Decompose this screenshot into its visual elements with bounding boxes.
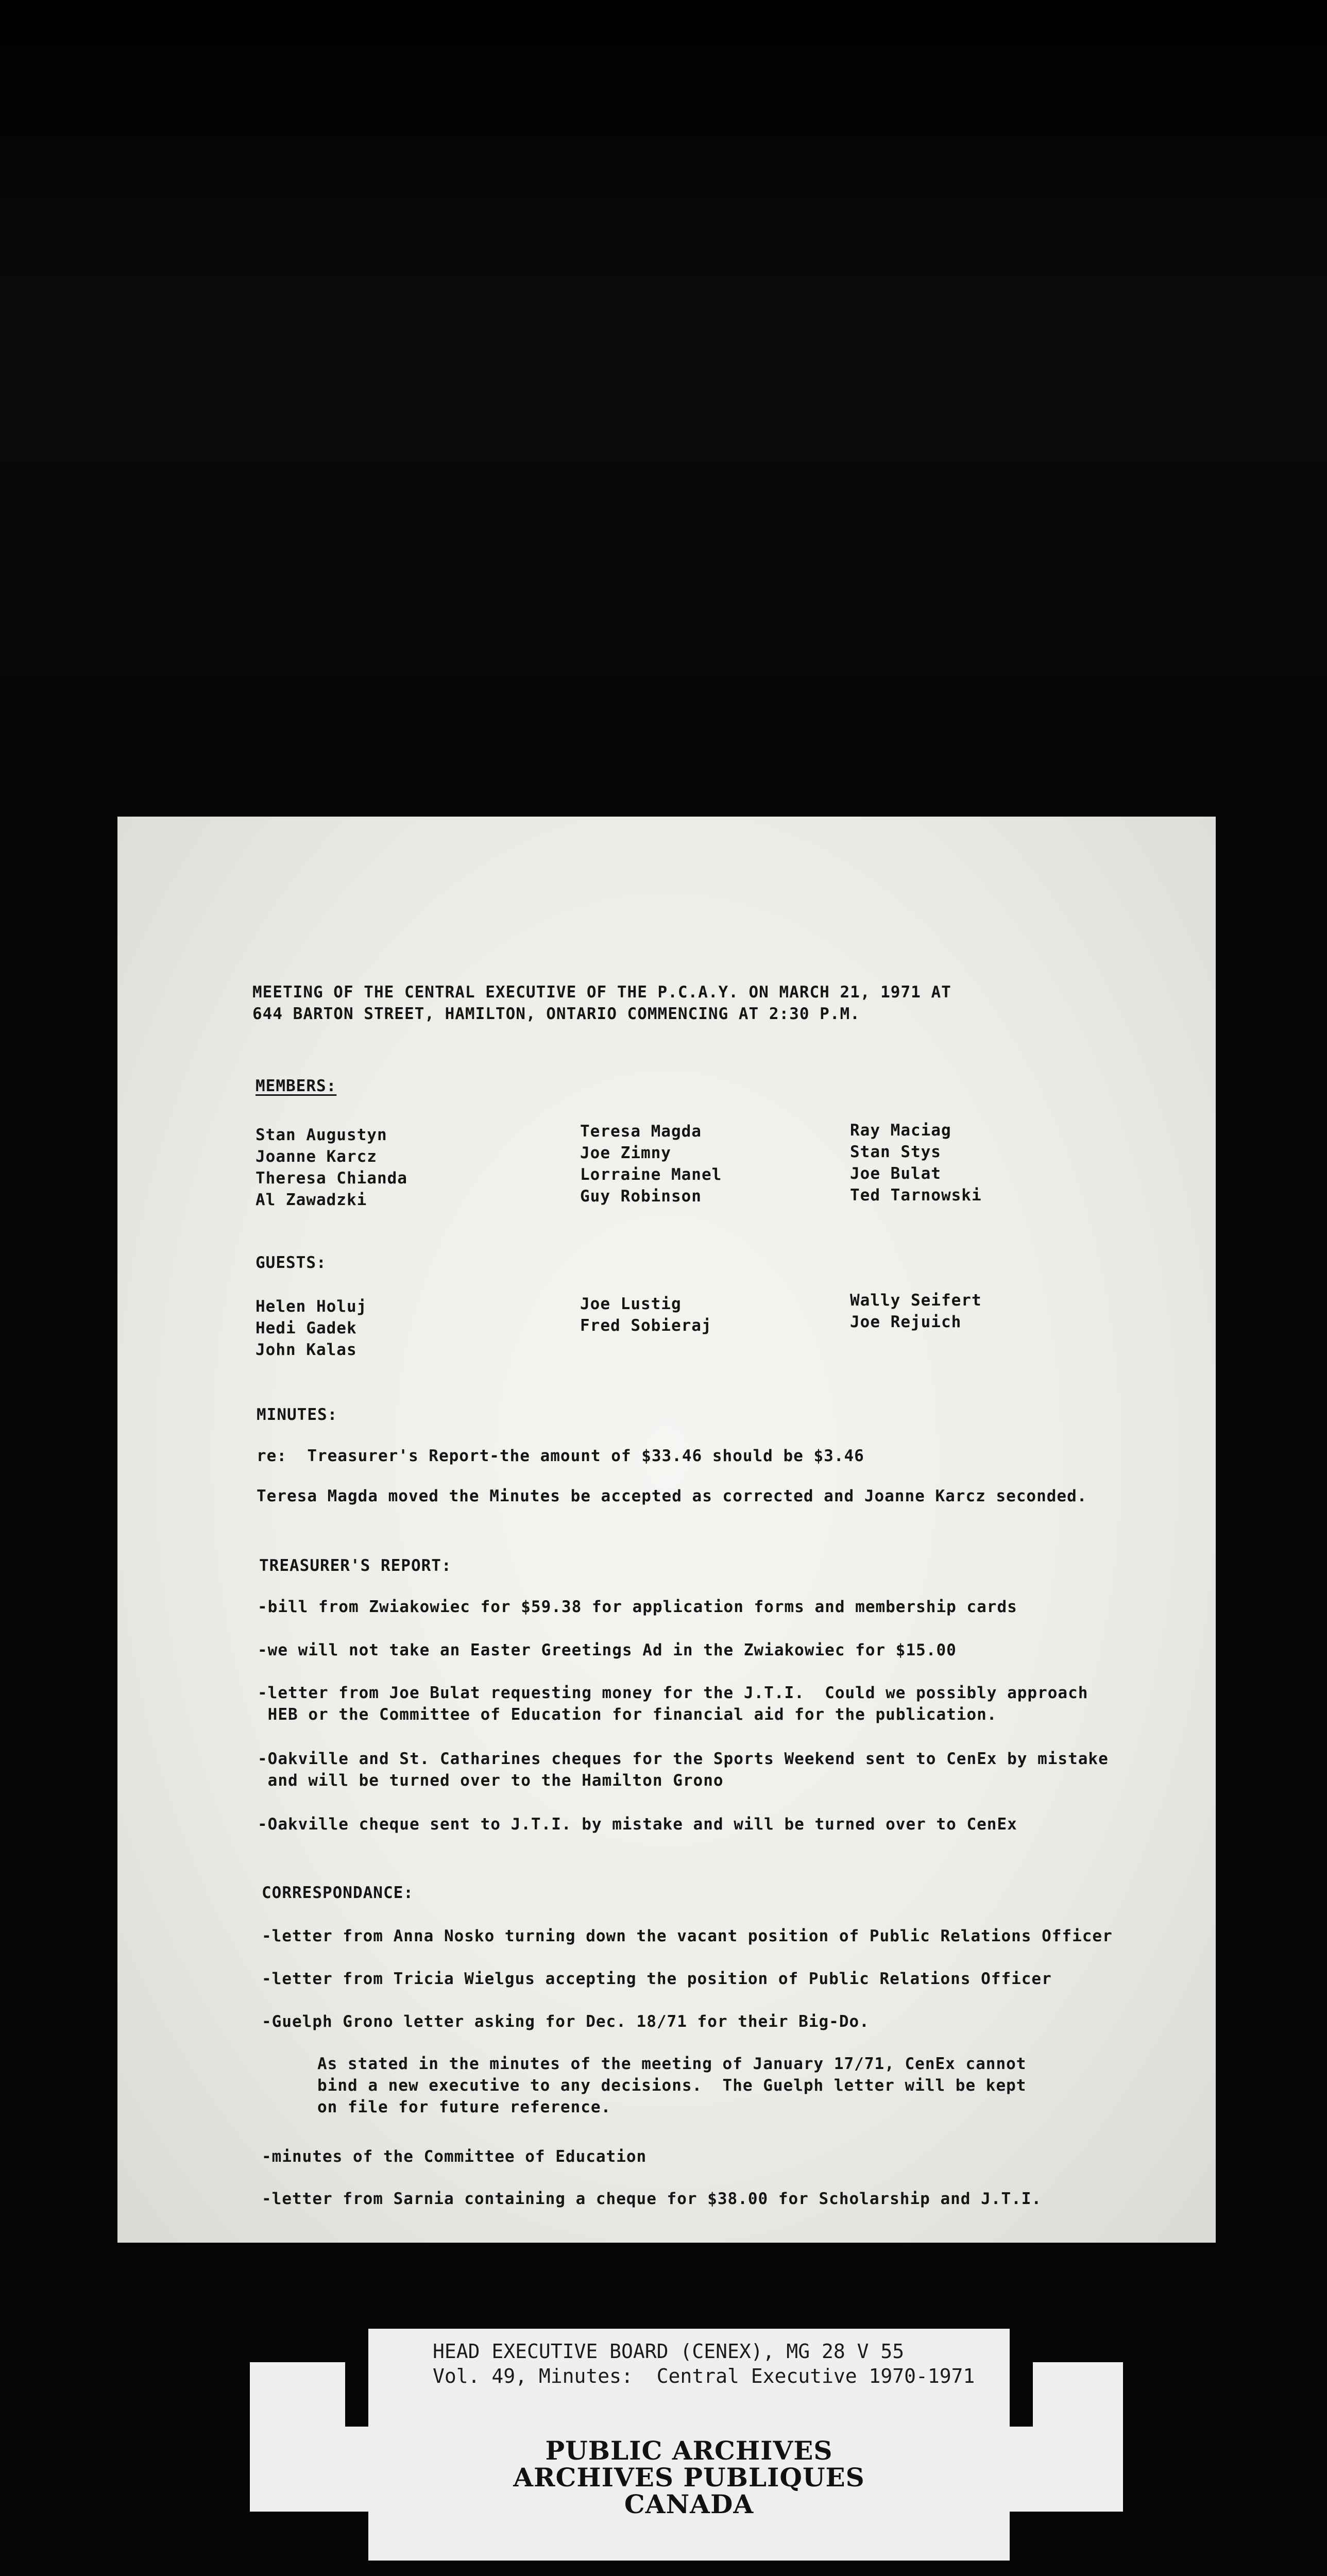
archive-label	[368, 2329, 1010, 2561]
guests-heading: GUESTS:	[256, 1253, 327, 1272]
correspondence-item: -letter from Tricia Wielgus accepting the position of Public Relations Officer	[262, 1970, 1052, 1988]
guest-name: Hedi Gadek	[256, 1319, 357, 1337]
member-name: Stan Stys	[850, 1143, 941, 1161]
member-name: Al Zawadzki	[256, 1191, 367, 1209]
treasurer-item: -letter from Joe Bulat requesting money for the J.T.I. Could we possibly approach HEB or the Committee of Education for financial aid for the publication.	[258, 1684, 1088, 1724]
member-name: Guy Robinson	[580, 1187, 702, 1206]
member-name: Lorraine Manel	[580, 1165, 722, 1184]
treasurer-item: -bill from Zwiakowiec for $59.38 for application forms and membership cards	[258, 1598, 1017, 1616]
minutes-correction: re: Treasurer's Report-the amount of $33.46 should be $3.46	[257, 1447, 864, 1465]
film-frame-top	[0, 0, 1327, 814]
correspondence-item: -letter from Sarnia containing a cheque for $38.00 for Scholarship and J.T.I.	[262, 2190, 1042, 2208]
archive-stamp-line1: PUBLIC ARCHIVES	[545, 2435, 833, 2466]
meeting-title-line1: MEETING OF THE CENTRAL EXECUTIVE OF THE P.C.A.Y. ON MARCH 21, 1971 AT	[252, 983, 951, 1002]
guelph-note: As stated in the minutes of the meeting of January 17/71, CenEx cannot bind a new executive to any decisions. The Guelph letter will be kept on file for future reference.	[317, 2055, 1027, 2116]
guest-name: John Kalas	[256, 1341, 357, 1359]
member-name: Theresa Chianda	[256, 1169, 407, 1188]
member-name: Joanne Karcz	[256, 1147, 377, 1166]
guests-column-3	[850, 1290, 982, 1333]
members-heading: MEMBERS:	[256, 1077, 337, 1095]
archive-reference-line2: Vol. 49, Minutes: Central Executive 1970-1971	[433, 2365, 975, 2387]
minutes-heading: MINUTES:	[257, 1405, 338, 1424]
treasurer-item: -we will not take an Easter Greetings Ad in the Zwiakowiec for $15.00	[258, 1641, 957, 1659]
guest-name: Helen Holuj	[256, 1297, 367, 1316]
members-column-2	[580, 1121, 722, 1207]
archive-stamp-line2: ARCHIVES PUBLIQUES	[513, 2462, 865, 2493]
correspondence-heading: CORRESPONDANCE:	[262, 1884, 414, 1902]
guests-column-2	[580, 1293, 712, 1336]
treasurer-heading: TREASURER'S REPORT:	[259, 1556, 452, 1575]
member-name: Ted Tarnowski	[850, 1186, 982, 1205]
meeting-title-line2: 644 BARTON STREET, HAMILTON, ONTARIO COMMENCING AT 2:30 P.M.	[252, 1005, 860, 1023]
minutes-motion: Teresa Magda moved the Minutes be accepted as corrected and Joanne Karcz seconded.	[257, 1487, 1087, 1505]
member-name: Ray Maciag	[850, 1121, 951, 1140]
correspondence-item: -minutes of the Committee of Education	[262, 2147, 647, 2166]
guest-name: Wally Seifert	[850, 1291, 982, 1310]
members-column-1	[256, 1124, 407, 1211]
guest-name: Joe Lustig	[580, 1295, 682, 1313]
treasurer-item: -Oakville and St. Catharines cheques for the Sports Weekend sent to CenEx by mistake and will be turned over to the Hamilton Grono	[258, 1750, 1109, 1790]
member-name: Stan Augustyn	[256, 1126, 387, 1144]
treasurer-item: -Oakville cheque sent to J.T.I. by mistake and will be turned over to CenEx	[258, 1815, 1017, 1834]
correspondence-item: -Guelph Grono letter asking for Dec. 18/71 for their Big-Do.	[262, 2012, 870, 2031]
guests-column-1	[256, 1296, 367, 1361]
member-name: Joe Zimny	[580, 1144, 671, 1162]
archive-reference-line1: HEAD EXECUTIVE BOARD (CENEX), MG 28 V 55	[433, 2340, 905, 2363]
label-notch-right	[1010, 2329, 1033, 2427]
label-notch-left	[345, 2329, 368, 2427]
member-name: Joe Bulat	[850, 1164, 941, 1183]
document-page	[117, 817, 1216, 2243]
member-name: Teresa Magda	[580, 1122, 702, 1141]
members-column-3	[850, 1120, 982, 1206]
archive-stamp-line3: CANADA	[624, 2489, 754, 2519]
guest-name: Fred Sobieraj	[580, 1316, 712, 1335]
guest-name: Joe Rejuich	[850, 1313, 962, 1331]
correspondence-item: -letter from Anna Nosko turning down the vacant position of Public Relations Officer	[262, 1927, 1113, 1945]
